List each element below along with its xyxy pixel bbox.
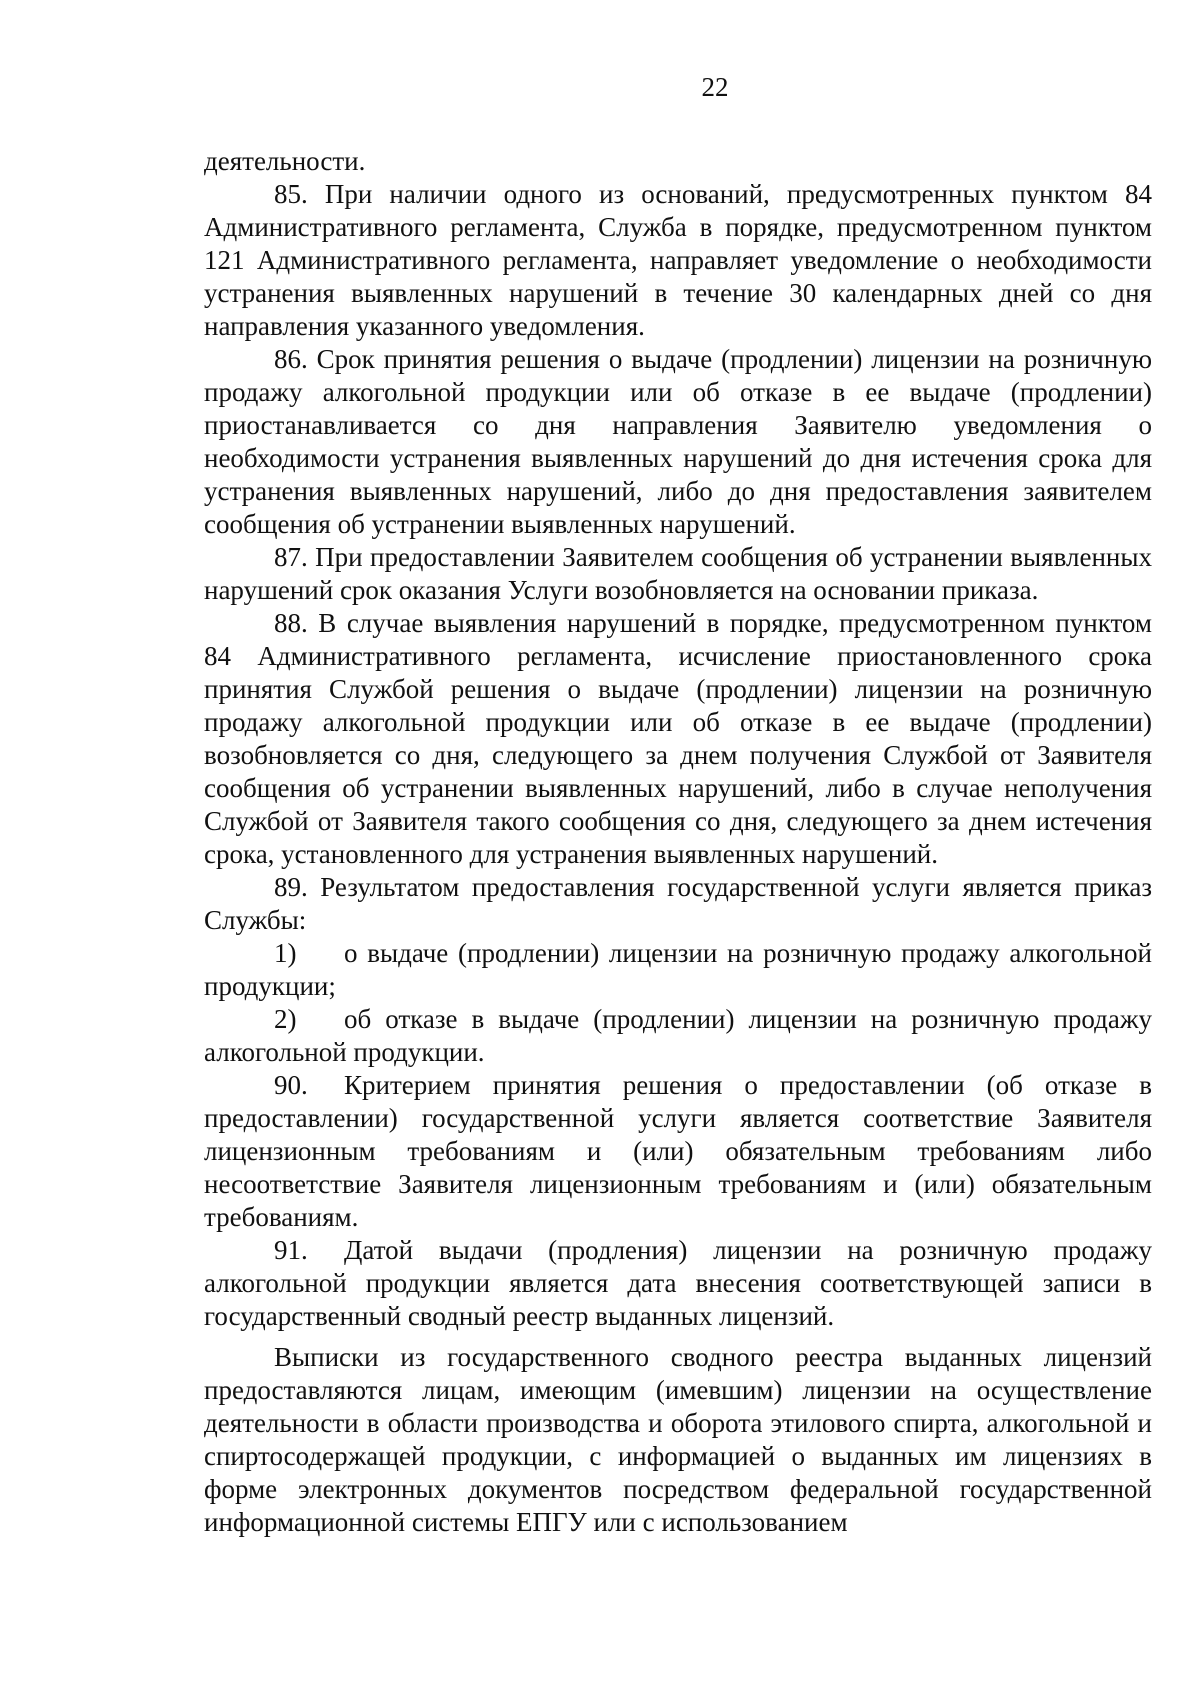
paragraph-89 [204, 871, 1152, 937]
paragraph-87 [204, 541, 1152, 607]
paragraph-text: 88. В случае выявления нарушений в порядке, предусмотренном пунктом 84 Административного регламента, исчисление приостановленного срока принятия Службой решения о выдаче (продлении) лицензии на розничную продажу алкогольной продукции или об отказе в ее выдаче (продлении) возобновляется со дня, следующего за днем получения Службой от Заявителя сообщения об устранении выявленных нарушений, либо в случае неполучения Службой от Заявителя такого сообщения со дня, следующего за днем истечения срока, установленного для устранения выявленных нарушений. [204, 608, 1152, 869]
paragraph-text: Датой выдачи (продления) лицензии на розничную продажу алкогольной продукции является дата внесения соответствующей записи в государственный сводный реестр выданных лицензий. [204, 1235, 1152, 1331]
paragraph-text: Критерием принятия решения о предоставлении (об отказе в предоставлении) государственной услуги является соответствие Заявителя лицензионным требованиям и (или) обязательным требованиям либо несоответствие Заявителя лицензионным требованиям и (или) обязательным требованиям. [204, 1070, 1152, 1232]
list-item-number: 1) [274, 938, 297, 968]
list-item-89-2 [204, 1003, 1152, 1069]
list-item-89-1 [204, 937, 1152, 1003]
paragraph-number: 90. [274, 1070, 308, 1100]
list-item-text: о выдаче (продлении) лицензии на розничную продажу алкогольной продукции; [204, 938, 1152, 1001]
page-number: 22 [701, 72, 729, 102]
document-body [204, 145, 1152, 1539]
paragraph-text: 86. Срок принятия решения о выдаче (продлении) лицензии на розничную продажу алкогольной продукции или об отказе в ее выдаче (продлении) приостанавливается со дня направления Заявителю уведомления о необходимости устранения выявленных нарушений до дня истечения срока для устранения выявленных нарушений, либо до дня предоставления заявителем сообщения об устранении выявленных нарушений. [204, 344, 1152, 539]
paragraph-text: 89. Результатом предоставления государственной услуги является приказ Службы: [204, 872, 1152, 935]
paragraph-86 [204, 343, 1152, 541]
paragraph-continuation [204, 145, 1152, 178]
list-item-number: 2) [274, 1004, 297, 1034]
paragraph-number: 91. [274, 1235, 308, 1265]
paragraph-91 [204, 1234, 1152, 1333]
paragraph-88 [204, 607, 1152, 871]
paragraph-text: Выписки из государственного сводного реестра выданных лицензий предоставляются лицам, имеющим (имевшим) лицензии на осуществление деятельности в области производства и оборота этилового спирта, алкогольной и спиртосодержащей продукции, с информацией о выданных им лицензиях в форме электронных документов посредством федеральной государственной информационной системы ЕПГУ или с использованием [204, 1342, 1152, 1537]
paragraph-extracts [204, 1341, 1152, 1539]
list-item-text: об отказе в выдаче (продлении) лицензии на розничную продажу алкогольной продукции. [204, 1004, 1152, 1067]
paragraph-text: деятельности. [204, 146, 366, 176]
paragraph-85 [204, 178, 1152, 343]
paragraph-90 [204, 1069, 1152, 1234]
paragraph-text: 85. При наличии одного из оснований, предусмотренных пунктом 84 Административного регламента, Служба в порядке, предусмотренном пунктом 121 Административного регламента, направляет уведомление о необходимости устранения выявленных нарушений в течение 30 календарных дней со дня направления указанного уведомления. [204, 179, 1152, 341]
paragraph-text: 87. При предоставлении Заявителем сообщения об устранении выявленных нарушений срок оказания Услуги возобновляется на основании приказа. [204, 542, 1152, 605]
